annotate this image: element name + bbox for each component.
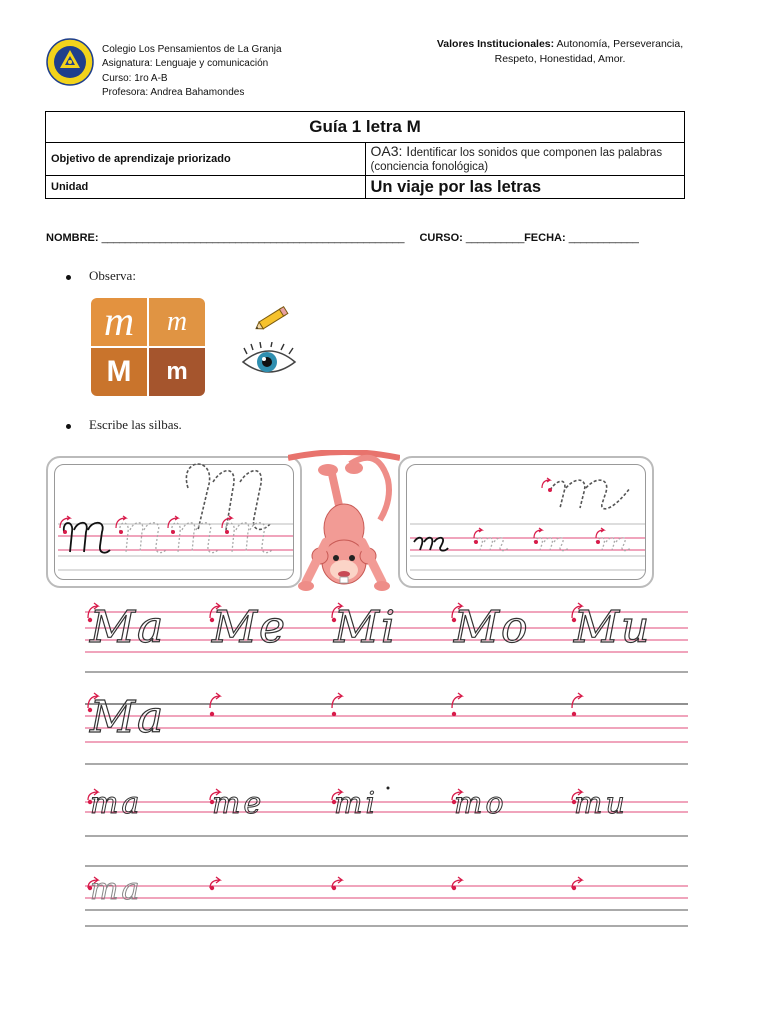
nombre-label: NOMBRE: [46,232,99,244]
school-name: Colegio Los Pensamientos de La Granja [102,44,282,55]
institutional-values [425,37,695,66]
lowercase-practice-card [398,456,654,588]
nombre-field[interactable]: ____________________________________________________ [101,232,405,244]
syllable-mi-lower: mi [334,786,379,821]
syllable-ma-upper-example: Ma [90,692,166,743]
lowercase-syllables-row [90,786,690,826]
guide-title: Guía 1 letra M [46,112,685,143]
eye-icon [241,342,297,380]
tile-cursive-upper: m [91,298,147,346]
syllable-mu-upper: Mu [574,602,652,653]
uppercase-practice-card [46,456,302,588]
lowercase-example-row [90,872,290,912]
curso-field[interactable]: __________ [465,232,525,244]
syllable-ma-lower: ma [90,786,143,821]
unit-value: Un viaje por las letras [365,176,685,199]
observe-text: Observa: [89,268,136,283]
guide-table [45,111,685,199]
tile-print-upper: M [91,348,147,396]
objective-code: OA3: I [370,143,411,159]
lowercase-guide-lines [400,458,652,586]
observe-instruction [66,268,136,284]
syllable-practice-area [80,596,690,936]
school-info [102,43,282,100]
syllable-mo-lower: mo [454,786,507,821]
uppercase-guide-lines [48,458,300,586]
syllable-me-lower: me [212,786,265,821]
syllable-mi-upper: Mi [334,602,398,653]
objective-text: dentificar los sonidos que componen las palabras (conciencia fonológica) [370,147,663,173]
values-label: Valores Institucionales: [436,38,555,50]
tile-cursive-lower: m [149,298,205,346]
fecha-label: FECHA: [524,232,566,244]
course: Curso: 1ro A-B [102,72,168,84]
letter-tiles [91,298,205,396]
unit-label: Unidad [46,176,366,199]
syllable-mo-upper: Mo [454,602,530,653]
syllable-ma-lower-example: ma [90,872,143,907]
bullet-icon [66,275,71,280]
bullet-icon [66,424,71,429]
pencil-icon [253,302,293,334]
syllable-ma-upper: Ma [90,602,166,653]
subject: Asignatura: Lenguaje y comunicación [102,58,269,70]
tile-print-lower: m [149,348,205,396]
fecha-field[interactable]: ____________ [568,232,639,244]
monkey-illustration [288,450,400,598]
objective-label: Objetivo de aprendizaje priorizado [46,143,366,176]
write-text: Escribe las silbas. [89,417,182,432]
curso-label: CURSO: [419,232,463,244]
school-logo [46,38,94,86]
syllable-mu-lower: mu [574,786,628,821]
syllable-me-upper: Me [212,602,288,653]
objective-cell [365,143,685,176]
uppercase-example-row [90,692,290,748]
uppercase-syllables-row [90,602,690,658]
write-instruction [66,417,182,433]
values-text: Autonomía, Perseverancia, Respeto, Honestidad, Amor. [494,38,684,65]
student-form-row [46,232,686,244]
teacher: Profesora: Andrea Bahamondes [102,86,245,98]
